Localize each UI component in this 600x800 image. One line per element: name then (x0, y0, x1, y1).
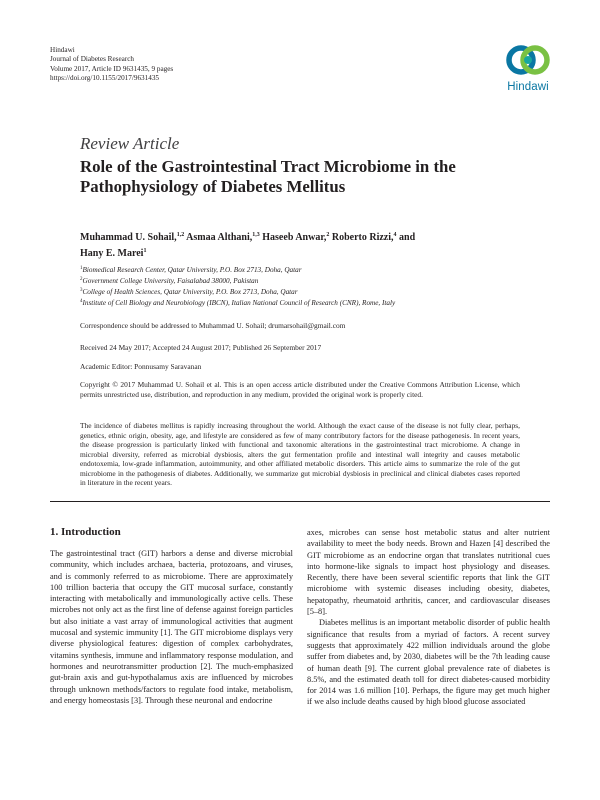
logo-text: Hindawi (507, 81, 549, 93)
affiliation-text: Institute of Cell Biology and Neurobiology (IBCN), Italian National Council of Research (CNR), Rome, Italy (82, 299, 396, 307)
volume-line: Volume 2017, Article ID 9631435, 9 pages (50, 64, 174, 73)
body-paragraph: Diabetes mellitus is an important metabolic disorder of public health significance that results from a myriad of factors. A recent survey suggests that approximately 422 million individuals around the globe suffer from diabetes and, by 2030, diabetes will be the 7th leading cause of human death [9]. The current global prevalence rate of diabetes is 8.5%, and the estimated death toll for direct diabetes-caused morbidity for 2014 was 1.6 million [10]. Perhaps, the figure may get much higher if we also include deaths caused by high blood glucose associated (307, 618, 550, 707)
hindawi-logo (495, 38, 561, 102)
author-name: Haseeb Anwar, (262, 232, 327, 243)
author-list (80, 230, 510, 262)
journal-name: Journal of Diabetes Research (50, 55, 135, 64)
doi-link[interactable]: https://doi.org/10.1155/2017/9631435 (50, 74, 160, 83)
author-name: Muhammad U. Sohail, (80, 232, 177, 243)
body-column-left (50, 548, 293, 706)
dates-line: Received 24 May 2017; Accepted 24 August 2017; Published 26 September 2017 (80, 343, 322, 352)
affiliation-item (80, 298, 520, 309)
affiliation-marker: 2 (80, 277, 83, 282)
author-affiliation-marker: 1 (143, 248, 147, 254)
section-heading-introduction: 1. Introduction (50, 526, 121, 538)
article-title: Role of the Gastrointestinal Tract Microbiome in the Pathophysiology of Diabetes Mellitus (80, 157, 456, 196)
affiliation-text: Biomedical Research Center, Qatar University, P.O. Box 2713, Doha, Qatar (82, 266, 302, 274)
affiliation-item (80, 276, 520, 287)
body-paragraph: The gastrointestinal tract (GIT) harbors a dense and diverse microbial community, which includes archaea, bacteria, protozoans, and viruses, and is commonly referred to as microbiome. There are approximately 100 trillion bacteria that occupy the GIT mucosal surface, constantly interacting with metabolically and immunologically active cells. These microbes not only act as the first line of defense against foreign particles but also initiate a vast array of immunological activities that augment mucosal and systemic immunity [1]. The GIT microbiome displays very diverse physiological features: digestion of complex carbohydrates, vitamins synthesis, immune and inflammatory response modulation, and hormones and neurotransmitter production [2]. The much-emphasized gut-brain axis and gut-hypothalamus axis are influenced by microbes through unknown methods/factors to regulate food intake, metabolism, and energy homeostasis [3]. Through these neuronal and endocrine (50, 549, 293, 705)
affiliation-marker: 4 (80, 299, 83, 304)
hindawi-logo-icon (504, 38, 552, 80)
affiliation-text: College of Health Sciences, Qatar University, P.O. Box 2713, Doha, Qatar (82, 288, 298, 296)
body-column-right (307, 527, 550, 708)
affiliation-marker: 3 (80, 288, 83, 293)
affiliation-item (80, 265, 520, 276)
author-name: Hany E. Marei (80, 248, 144, 259)
affiliation-marker: 1 (80, 266, 83, 271)
copyright-statement: Copyright © 2017 Muhammad U. Sohail et al. This is an open access article distributed under the Creative Commons Attribution License, which permits unrestricted use, distribution, and reproduction in any medium, provided the original work is properly cited. (80, 380, 520, 399)
affiliation-item (80, 287, 520, 298)
author-affiliation-marker: 1,2 (176, 232, 185, 238)
correspondence-line: Correspondence should be addressed to Muhammad U. Sohail; drumarsohail@gmail.com (80, 321, 346, 330)
author-name: Asmaa Althani, (186, 232, 253, 243)
affiliation-text: Government College University, Faisalabad 38000, Pakistan (82, 277, 259, 285)
body-paragraph: axes, microbes can sense host metabolic status and alter nutrient availability to meet the body needs. Brown and Hazen [4] described the GIT microbiome as an endocrine organ that translates nutritional cues into hormone-like signals to impact host physiology and diseases. Recently, there have been several scientific reports that link the GIT microbiome with systemic diseases including obesity, diabetes, hepatopathy, rheumatoid arthritis, cancer, and cardiovascular diseases [5–8]. (307, 528, 550, 617)
journal-info (50, 46, 173, 84)
affiliation-list (80, 265, 520, 309)
article-type: Review Article (80, 134, 180, 153)
author-conjunction: and (399, 232, 416, 243)
author-name: Roberto Rizzi, (331, 232, 394, 243)
author-affiliation-marker: 2 (326, 232, 330, 238)
abstract: The incidence of diabetes mellitus is rapidly increasing throughout the world. Although the exact cause of the disease is not fully clear, perhaps, genetics, ethnic origin, obesity, age, and lifestyle are considered as few of many contributory factors for the disease pathogenesis. In recent years, the disease progression is particularly linked with functional and taxonomic alterations in the gastrointestinal tract microbiome. A change in microbial diversity, referred as microbial dysbiosis, alters the gut fermentation profile and intestinal wall integrity and causes metabolic endotoxemia, low-grade inflammation, autoimmunity, and other affiliated metabolic disorders. This article aims to summarize the role of the gut microbiome in the pathogenesis of diabetes. Additionally, we summarize gut microbial dysbiosis in preclinical and clinical diabetes cases reported in literature in the recent years. (80, 421, 520, 487)
header-divider (50, 501, 550, 502)
author-affiliation-marker: 4 (393, 232, 397, 238)
academic-editor-line: Academic Editor: Ponnusamy Saravanan (80, 362, 202, 371)
author-affiliation-marker: 1,3 (252, 232, 260, 238)
publisher-name: Hindawi (50, 46, 75, 54)
